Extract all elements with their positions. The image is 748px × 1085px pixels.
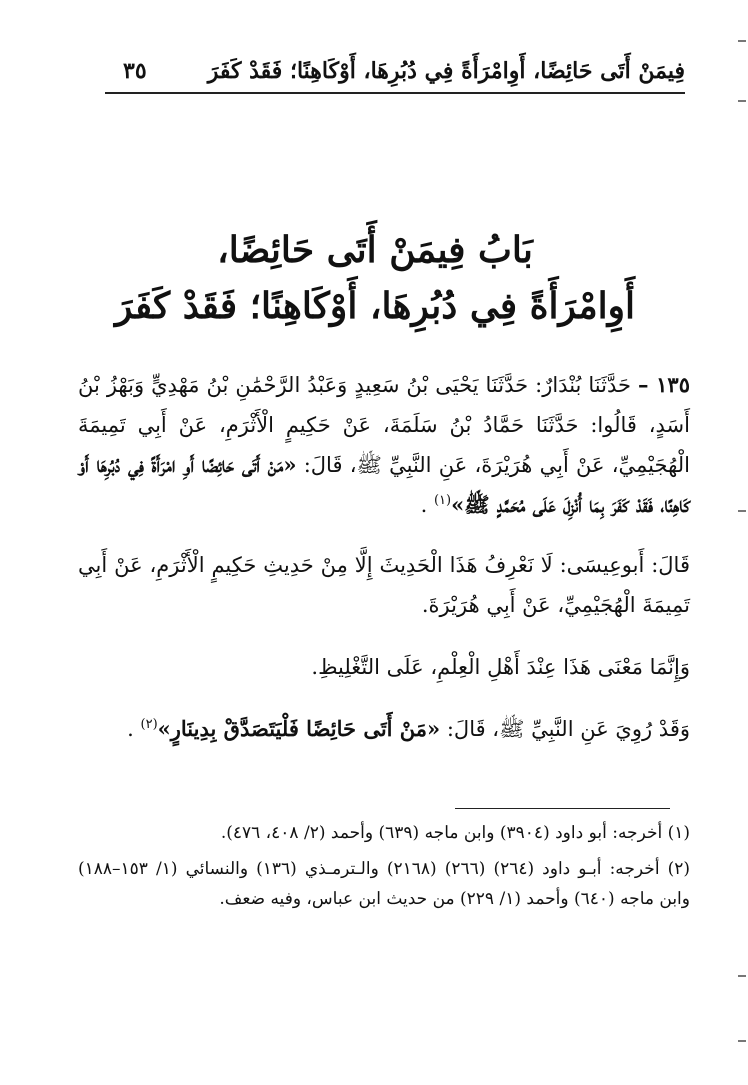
hadith-quote: «مَنْ أَتَى حَائِضًا أَوِ امْرَأَةً فِي دُبُرِهَا أَوْ كَاهِنًا، فَقَدْ كَفَرَ بِمَا أُنْزِلَ عَلَى مُحَمَّدٍ ﷺ»	[78, 452, 690, 517]
hadith-number: ١٣٥ –	[638, 372, 690, 397]
page-edge-mark	[738, 40, 746, 42]
chapter-title-line-2: أَوِامْرَأَةً فِي دُبُرِهَا، أَوْكَاهِنًا؛ فَقَدْ كَفَرَ	[114, 285, 636, 327]
narration-text: وَقَدْ رُوِيَ عَنِ النَّبِيِّ ﷺ، قَالَ:	[446, 717, 690, 741]
running-title: فِيمَنْ أَتَى حَائِضًا، أَوِامْرَأَةً فِي دُبُرِهَا، أَوْكَاهِنًا؛ فَقَدْ كَفَرَ	[207, 58, 685, 84]
commentary-paragraph: قَالَ: أَبوعِيسَى: لَا نَعْرِفُ هَذَا الْحَدِيثَ إِلَّا مِنْ حَدِيثِ حَكِيمٍ الْأَثْرَمِ، عَنْ أَبِي تَمِيمَةَ الْهُجَيْمِيِّ، عَنْ أَبِي هُرَيْرَةَ.	[78, 553, 690, 617]
footnote-ref-2[interactable]: (٢)	[140, 717, 158, 732]
narration-quote: «مَنْ أَتَى حَائِضًا فَلْيَتَصَدَّقْ بِدِينَارٍ»	[157, 716, 441, 741]
hadith-chain: حَدَّثَنَا بُنْدَارٌ: حَدَّثَنَا يَحْيَى بْنُ سَعِيدٍ وَعَبْدُ الرَّحْمَٰنِ بْنُ مَهْدِيٍّ وَبَهْزُ بْنُ أَسَدٍ، قَالُوا: حَدَّثَنَا حَمَّادُ بْنُ سَلَمَةَ، عَنْ حَكِيمٍ الْأَثْرَمِ، عَنْ أَبِي تَمِيمَةَ الْهُجَيْمِيِّ، عَنْ أَبِي هُرَيْرَةَ، عَنِ النَّبِيِّ ﷺ، قَالَ:	[78, 373, 690, 477]
hadith-paragraph	[78, 365, 690, 525]
footnote-1: (١) أخرجه: أبو داود (٣٩٠٤) وابن ماجه (٦٣٩) وأحمد (٢/ ٤٠٨، ٤٧٦).	[220, 823, 690, 843]
page-edge-mark	[738, 100, 746, 102]
page-header	[105, 52, 685, 94]
chapter-title-line-1: بَابُ فِيمَنْ أَتَى حَائِضًا،	[217, 229, 533, 271]
page-number: ٣٥	[123, 58, 147, 84]
narration-paragraph	[78, 709, 690, 749]
footnote-ref-1[interactable]: (١)	[433, 493, 452, 508]
paragraph-end: .	[420, 493, 428, 517]
page-edge-mark	[738, 1040, 746, 1042]
footnote-divider	[455, 808, 670, 809]
main-text	[78, 365, 690, 771]
meaning-paragraph: وَإِنَّمَا مَعْنَى هَذَا عِنْدَ أَهْلِ الْعِلْمِ، عَلَى التَّغْلِيظِ.	[311, 655, 690, 679]
footnotes	[78, 818, 690, 920]
page-edge-mark	[738, 975, 746, 977]
paragraph-end: .	[127, 717, 134, 741]
page-edge-mark	[738, 510, 746, 512]
footnote-2: (٢) أخرجه: أبـو داود (٢٦٤) (٢٦٦) (٢١٦٨) والـترمـذي (١٣٦) والنسائي (١/ ١٥٣–١٨٨) وابن ماجه (٦٤٠) وأحمد (١/ ٢٢٩) من حديث ابن عباس، وفيه ضعف.	[78, 859, 691, 909]
chapter-title	[80, 222, 670, 334]
